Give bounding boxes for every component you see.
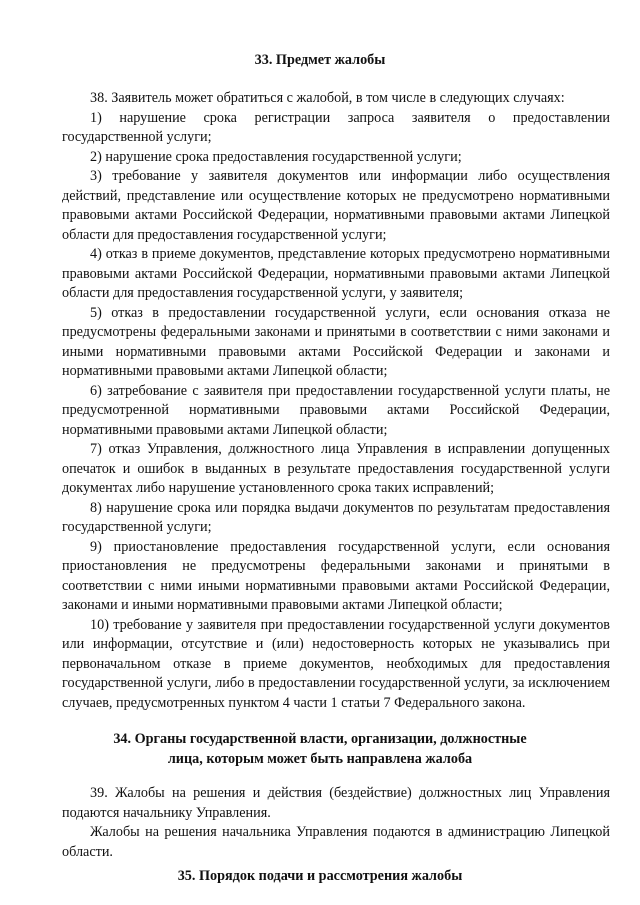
list-item-6: 6) затребование с заявителя при предоставлении государственной услуги платы, не предусмотренной нормативными правовыми актами Российской Федерации, нормативными правовыми актами Липецкой области; xyxy=(62,382,610,438)
paragraph-38: 38. Заявитель может обратиться с жалобой, в том числе в следующих случаях: xyxy=(90,90,565,106)
section-35-title: 35. Порядок подачи и рассмотрения жалобы xyxy=(177,868,463,884)
section-34-body xyxy=(62,784,610,862)
paragraph-39-continued: Жалобы на решения начальника Управления подаются в администрацию Липецкой области. xyxy=(62,824,610,860)
list-item-7: 7) отказ Управления, должностного лица Управления в исправлении допущенных опечаток и ошибок в выданных в результате предоставления государственной услуги документах либо нарушение установленного срока таких исправлений; xyxy=(62,441,610,496)
paragraph-39: 39. Жалобы на решения и действия (бездействие) должностных лиц Управления подаются начальнику Управления. xyxy=(62,785,610,821)
section-34-title-line-2: лица, которым может быть направлена жалоба xyxy=(167,750,473,767)
list-item-3: 3) требование у заявителя документов или информации либо осуществления действий, представление или осуществление которых не предусмотрено нормативными правовыми актами Российской Федерации, нормативными правовыми актами Липецкой области для предоставления государственной услуги; xyxy=(62,168,610,243)
list-item-4: 4) отказ в приеме документов, представление которых предусмотрено нормативными правовыми актами Российской Федерации, нормативными правовыми актами Липецкой области для предоставления государственной услуги, у заявителя; xyxy=(62,246,610,301)
list-item-8: 8) нарушение срока или порядка выдачи документов по результатам предоставления государственной услуги; xyxy=(62,499,610,535)
list-item-2: 2) нарушение срока предоставления государственной услуги; xyxy=(90,148,462,165)
list-item-10: 10) требование у заявителя при предоставлении государственной услуги документов или информации, отсутствие и (или) недостоверность которых не указывались при первоначальном отказе в приеме документов, необходимых для предоставления государственной услуги, либо в предоставлении государственной услуги, за исключением случаев, предусмотренных пунктом 4 части 1 статьи 7 Федерального закона. xyxy=(62,616,610,711)
section-34-title xyxy=(0,730,640,769)
list-item-1: 1) нарушение срока регистрации запроса заявителя о предоставлении государственной услуги; xyxy=(62,109,610,145)
section-34-title-line-1: 34. Органы государственной власти, организации, должностные xyxy=(113,731,527,747)
list-item-5: 5) отказ в предоставлении государственной услуги, если основания отказа не предусмотрены федеральными законами и принятыми в соответствии с ними законами и иными нормативными правовыми актами Российской Федерации и законами и нормативными правовыми актами Липецкой области; xyxy=(62,304,610,379)
section-33-title: 33. Предмет жалобы xyxy=(254,52,386,68)
section-33-body xyxy=(62,89,610,713)
list-item-9: 9) приостановление предоставления государственной услуги, если основания приостановления не предусмотрены федеральными законами и принятыми в соответствии с ними иными нормативными правовыми актами Российской Федерации, законами и иными нормативными правовыми актами Липецкой области; xyxy=(62,538,610,613)
